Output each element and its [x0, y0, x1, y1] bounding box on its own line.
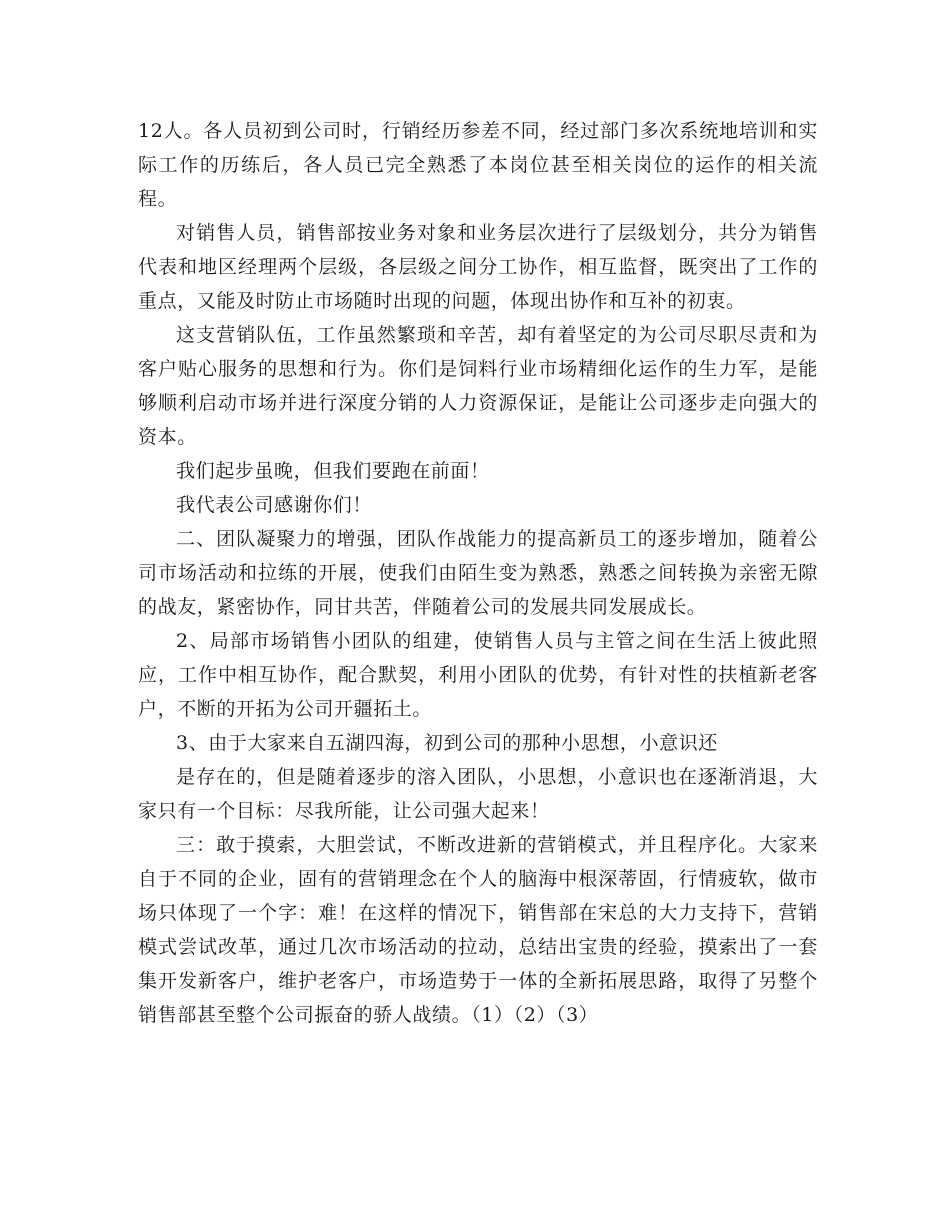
paragraph-9: 是存在的，但是随着逐步的溶入团队，小思想，小意识也在逐渐消退，大家只有一个目标：尽我所能，让公司强大起来！ — [138, 766, 818, 822]
paragraph-2: 对销售人员，销售部按业务对象和业务层次进行了层级划分，共分为销售代表和地区经理两个层级，各层级之间分工协作，相互监督，既突出了工作的重点，又能及时防止市场随时出现的问题，体现出协作和互补的初衷。 — [138, 222, 818, 312]
paragraph-5: 我代表公司感谢你们！ — [176, 494, 373, 516]
paragraph-1: 12人。各人员初到公司时，行销经历参差不同，经过部门多次系统地培训和实际工作的历练后，各人员已完全熟悉了本岗位甚至相关岗位的运作的相关流程。 — [138, 120, 818, 210]
paragraph-10: 三：敢于摸索，大胆尝试，不断改进新的营销模式，并且程序化。大家来自于不同的企业，固有的营销理念在个人的脑海中根深蒂固，行情疲软，做市场只体现了一个字：难！在这样的情况下，销售部在宋总的大力支持下，营销模式尝试改革，通过几次市场活动的拉动，总结出宝贵的经验，摸索出了一套集开发新客户，维护老客户，市场造势于一体的全新拓展思路，取得了另整个销售部甚至整个公司振奋的骄人战绩。（1）（2）（3） — [138, 834, 818, 1026]
paragraph-6: 二、团队凝聚力的增强，团队作战能力的提高新员工的逐步增加，随着公司市场活动和拉练的开展，使我们由陌生变为熟悉，熟悉之间转换为亲密无隙的战友，紧密协作，同甘共苦，伴随着公司的发展共同发展成长。 — [138, 528, 818, 618]
paragraph-8: 3、由于大家来自五湖四海，初到公司的那种小思想，小意识还 — [176, 732, 718, 754]
document-body — [138, 114, 818, 1032]
paragraph-3: 这支营销队伍，工作虽然繁琐和辛苦，却有着坚定的为公司尽职尽责和为客户贴心服务的思想和行为。你们是饲料行业市场精细化运作的生力军，是能够顺利启动市场并进行深度分销的人力资源保证，是能让公司逐步走向强大的资本。 — [138, 324, 818, 448]
paragraph-4: 我们起步虽晚，但我们要跑在前面！ — [176, 460, 490, 482]
paragraph-7: 2、局部市场销售小团队的组建，使销售人员与主管之间在生活上彼此照应，工作中相互协作，配合默契，利用小团队的优势，有针对性的扶植新老客户，不断的开拓为公司开疆拓土。 — [138, 630, 818, 720]
